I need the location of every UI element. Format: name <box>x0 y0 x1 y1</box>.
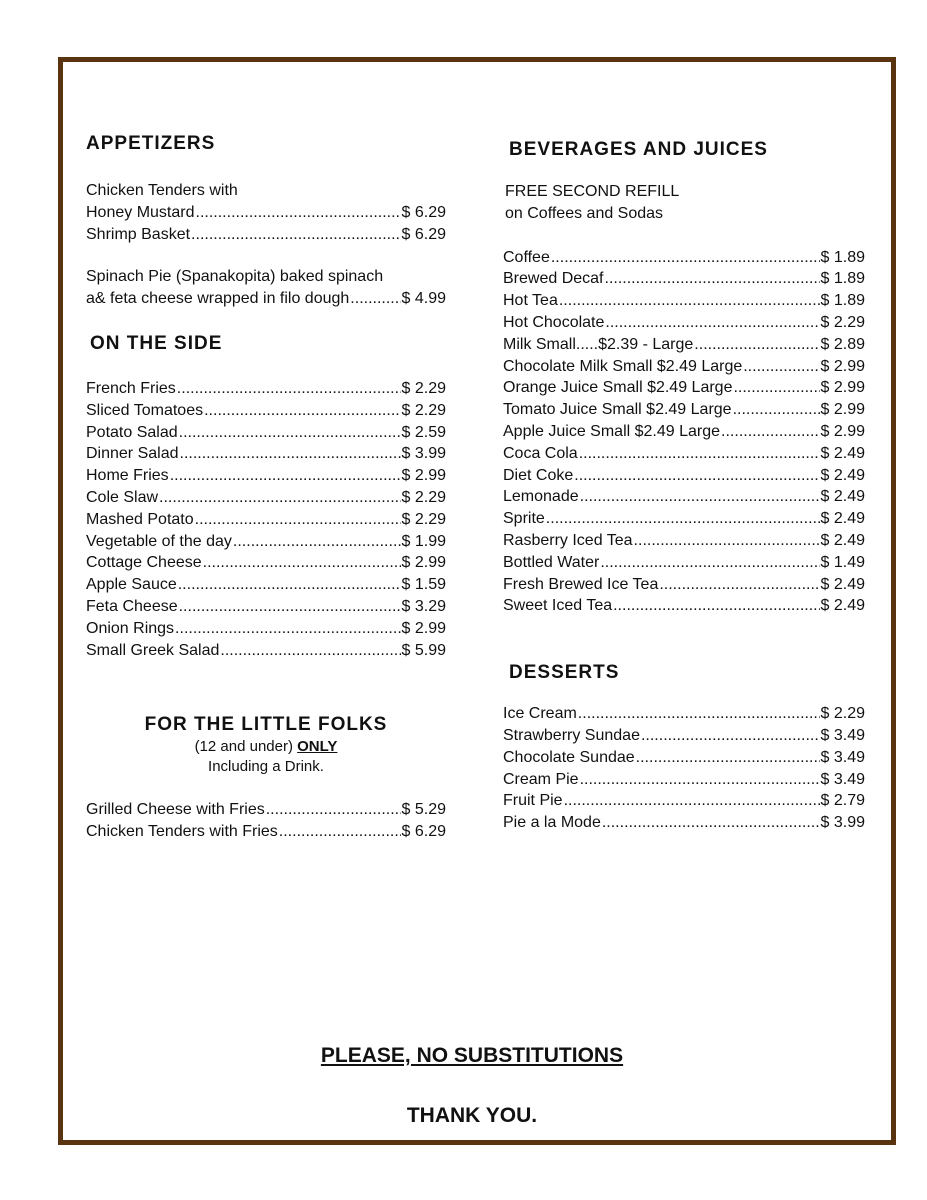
appetizer-list <box>86 202 446 246</box>
menu-item <box>86 224 446 246</box>
item-name: a& feta cheese wrapped in filo dough <box>86 290 350 308</box>
item-name: Cream Pie <box>503 770 579 788</box>
menu-item <box>503 747 865 769</box>
item-price: $ 6.29 <box>401 225 446 243</box>
leader-dots <box>180 443 401 465</box>
item-name: Sliced Tomatoes <box>86 401 204 419</box>
item-name: Chocolate Sundae <box>503 748 635 766</box>
item-price: $ 2.29 <box>401 401 446 419</box>
leader-dots <box>733 377 819 399</box>
leader-dots <box>694 334 819 356</box>
menu-item <box>503 334 865 356</box>
leader-dots <box>551 247 820 269</box>
no-substitutions-text: PLEASE, NO SUBSTITUTIONS <box>320 1044 624 1067</box>
menu-item <box>86 574 446 596</box>
left-column <box>86 132 446 843</box>
leader-dots <box>641 725 820 747</box>
item-price: $ 3.99 <box>820 814 865 832</box>
item-name: Orange Juice Small $2.49 Large <box>503 379 733 397</box>
leader-dots <box>613 595 819 617</box>
side-heading: ON THE SIDE <box>90 332 223 354</box>
item-price: $ 2.99 <box>401 554 446 572</box>
item-price: $ 2.99 <box>401 619 446 637</box>
item-price: $ 1.89 <box>820 270 865 288</box>
menu-item <box>503 790 865 812</box>
menu-item <box>86 552 446 574</box>
menu-item <box>86 487 446 509</box>
item-name: Shrimp Basket <box>86 225 191 243</box>
leader-dots <box>743 356 819 378</box>
leader-dots <box>634 530 820 552</box>
item-price: $ 2.99 <box>820 422 865 440</box>
menu-item <box>86 618 446 640</box>
item-price: $ 1.99 <box>401 532 446 550</box>
leader-dots <box>195 509 401 531</box>
kids-heading: FOR THE LITTLE FOLKS <box>144 714 388 736</box>
item-name: Vegetable of the day <box>86 532 232 550</box>
menu-item <box>86 509 446 531</box>
item-price: $ 2.49 <box>820 466 865 484</box>
item-price: $ 2.29 <box>401 379 446 397</box>
item-name: Ice Cream <box>503 705 577 723</box>
item-price: $ 2.29 <box>820 313 865 331</box>
item-price: $ 2.99 <box>820 357 865 375</box>
item-name: Tomato Juice Small $2.49 Large <box>503 401 732 419</box>
item-price: $ 1.49 <box>820 553 865 571</box>
menu-item <box>86 378 446 400</box>
leader-dots <box>721 421 819 443</box>
item-price: $ 5.99 <box>401 641 446 659</box>
kids-only-text: ONLY <box>297 738 338 756</box>
beverage-list <box>503 247 865 618</box>
kids-age-text: (12 and under) <box>194 738 298 756</box>
leader-dots <box>196 202 401 224</box>
side-list <box>86 378 446 661</box>
leader-dots <box>204 400 400 422</box>
beverages-heading: BEVERAGES AND JUICES <box>509 139 768 160</box>
menu-item <box>503 552 865 574</box>
no-substitutions-note <box>58 1044 886 1068</box>
leader-dots <box>546 508 820 530</box>
kids-drink-note: Including a Drink. <box>208 758 324 776</box>
item-name: Cole Slaw <box>86 488 159 506</box>
item-name: Chocolate Milk Small $2.49 Large <box>503 357 743 375</box>
item-price: $ 2.99 <box>820 401 865 419</box>
menu-item <box>503 812 865 834</box>
item-price: $ 1.59 <box>401 576 446 594</box>
right-column <box>503 138 865 834</box>
menu-item <box>86 531 446 553</box>
item-name: Pie a la Mode <box>503 814 601 832</box>
menu-item <box>503 421 865 443</box>
item-price: $ 3.99 <box>401 445 446 463</box>
item-name: Hot Chocolate <box>503 313 605 331</box>
leader-dots <box>266 799 401 821</box>
item-price: $ 2.49 <box>820 531 865 549</box>
item-name: Small Greek Salad <box>86 641 220 659</box>
leader-dots <box>602 812 820 834</box>
item-name: Onion Rings <box>86 619 175 637</box>
item-name: Milk Small.....$2.39 - Large <box>503 335 694 353</box>
item-price: $ 2.29 <box>820 705 865 723</box>
dessert-list <box>503 703 865 834</box>
appetizers-heading: APPETIZERS <box>86 133 216 154</box>
leader-dots <box>220 640 400 662</box>
item-price: $ 2.29 <box>401 488 446 506</box>
menu-item <box>503 465 865 487</box>
item-name: Sprite <box>503 510 545 528</box>
menu-item <box>86 202 446 224</box>
menu-item <box>503 268 865 290</box>
item-name: Coffee <box>503 248 550 266</box>
menu-item <box>503 399 865 421</box>
menu-item <box>503 312 865 334</box>
item-name: Dinner Salad <box>86 445 179 463</box>
refill-note-2: on Coffees and Sodas <box>505 204 664 222</box>
item-name: Strawberry Sundae <box>503 726 640 744</box>
menu-item <box>86 443 446 465</box>
item-name: Apple Sauce <box>86 576 177 594</box>
item-name: Sweet Iced Tea <box>503 597 613 615</box>
menu-item <box>503 530 865 552</box>
thank-you-note: THANK YOU. <box>406 1104 538 1127</box>
item-price: $ 3.49 <box>820 726 865 744</box>
item-price: $ 2.49 <box>820 444 865 462</box>
item-name: Lemonade <box>503 488 579 506</box>
menu-item <box>503 247 865 269</box>
item-price: $ 6.29 <box>401 203 446 221</box>
leader-dots <box>159 487 400 509</box>
leader-dots <box>579 443 820 465</box>
menu-item <box>503 508 865 530</box>
leader-dots <box>578 703 820 725</box>
leader-dots <box>350 288 400 310</box>
menu-item <box>86 400 446 422</box>
item-price: $ 2.49 <box>820 510 865 528</box>
item-price: $ 3.49 <box>820 748 865 766</box>
item-price: $ 2.79 <box>820 792 865 810</box>
item-name: Feta Cheese <box>86 597 178 615</box>
item-name: Apple Juice Small $2.49 Large <box>503 422 721 440</box>
menu-item <box>86 596 446 618</box>
kids-list <box>86 799 446 843</box>
leader-dots <box>733 399 820 421</box>
item-name: Rasberry Iced Tea <box>503 531 633 549</box>
leader-dots <box>580 486 820 508</box>
item-name: Bottled Water <box>503 553 600 571</box>
leader-dots <box>580 769 820 791</box>
leader-dots <box>170 465 401 487</box>
item-price: $ 2.59 <box>401 423 446 441</box>
menu-item <box>503 703 865 725</box>
item-price: $ 2.49 <box>820 488 865 506</box>
item-price: $ 3.29 <box>401 597 446 615</box>
item-price: $ 1.89 <box>820 248 865 266</box>
leader-dots <box>179 596 401 618</box>
item-name: Hot Tea <box>503 292 558 310</box>
menu-item <box>503 595 865 617</box>
leader-dots <box>175 618 400 640</box>
leader-dots <box>233 531 401 553</box>
leader-dots <box>605 268 820 290</box>
item-price: $ 2.99 <box>401 467 446 485</box>
item-price: $ 2.89 <box>820 335 865 353</box>
item-name: French Fries <box>86 379 176 397</box>
spinach-pie-line: Spinach Pie (Spanakopita) baked spinach <box>86 268 384 286</box>
item-price: $ 1.89 <box>820 292 865 310</box>
menu-item <box>503 290 865 312</box>
item-price: $ 2.49 <box>820 597 865 615</box>
item-price: $ 2.99 <box>820 379 865 397</box>
menu-item <box>86 288 446 310</box>
item-price: $ 6.29 <box>401 823 446 841</box>
item-price: $ 2.49 <box>820 575 865 593</box>
menu-item <box>503 574 865 596</box>
menu-item <box>503 486 865 508</box>
kids-subtitle <box>86 737 446 757</box>
item-name: Diet Coke <box>503 466 574 484</box>
menu-item <box>503 769 865 791</box>
item-name: Home Fries <box>86 467 169 485</box>
item-price: $ 3.49 <box>820 770 865 788</box>
item-name: Fruit Pie <box>503 792 563 810</box>
menu-item <box>86 799 446 821</box>
item-name: Cottage Cheese <box>86 554 202 572</box>
item-name: Mashed Potato <box>86 510 194 528</box>
item-name: Brewed Decaf <box>503 270 604 288</box>
leader-dots <box>605 312 819 334</box>
leader-dots <box>559 290 820 312</box>
desserts-heading: DESSERTS <box>509 662 620 684</box>
menu-item <box>86 821 446 843</box>
menu-item <box>503 725 865 747</box>
leader-dots <box>203 552 401 574</box>
menu-item <box>86 465 446 487</box>
leader-dots <box>177 378 401 400</box>
item-name: Coca Cola <box>503 444 578 462</box>
leader-dots <box>659 574 819 596</box>
menu-item <box>503 443 865 465</box>
leader-dots <box>564 790 820 812</box>
item-price: $ 2.29 <box>401 510 446 528</box>
leader-dots <box>600 552 819 574</box>
leader-dots <box>279 821 401 843</box>
menu-item <box>86 422 446 444</box>
leader-dots <box>179 422 401 444</box>
leader-dots <box>191 224 400 246</box>
menu-item <box>503 356 865 378</box>
item-name: Honey Mustard <box>86 203 195 221</box>
leader-dots <box>178 574 401 596</box>
item-name: Grilled Cheese with Fries <box>86 801 265 819</box>
leader-dots <box>574 465 819 487</box>
item-name: Fresh Brewed Ice Tea <box>503 575 659 593</box>
menu-item <box>503 377 865 399</box>
refill-note: FREE SECOND REFILL <box>505 183 680 200</box>
appetizer-line: Chicken Tenders with <box>86 182 238 199</box>
item-name: Potato Salad <box>86 423 178 441</box>
menu-item <box>86 640 446 662</box>
item-name: Chicken Tenders with Fries <box>86 823 278 841</box>
item-price: $ 5.29 <box>401 801 446 819</box>
leader-dots <box>636 747 820 769</box>
item-price: $ 4.99 <box>401 290 446 308</box>
